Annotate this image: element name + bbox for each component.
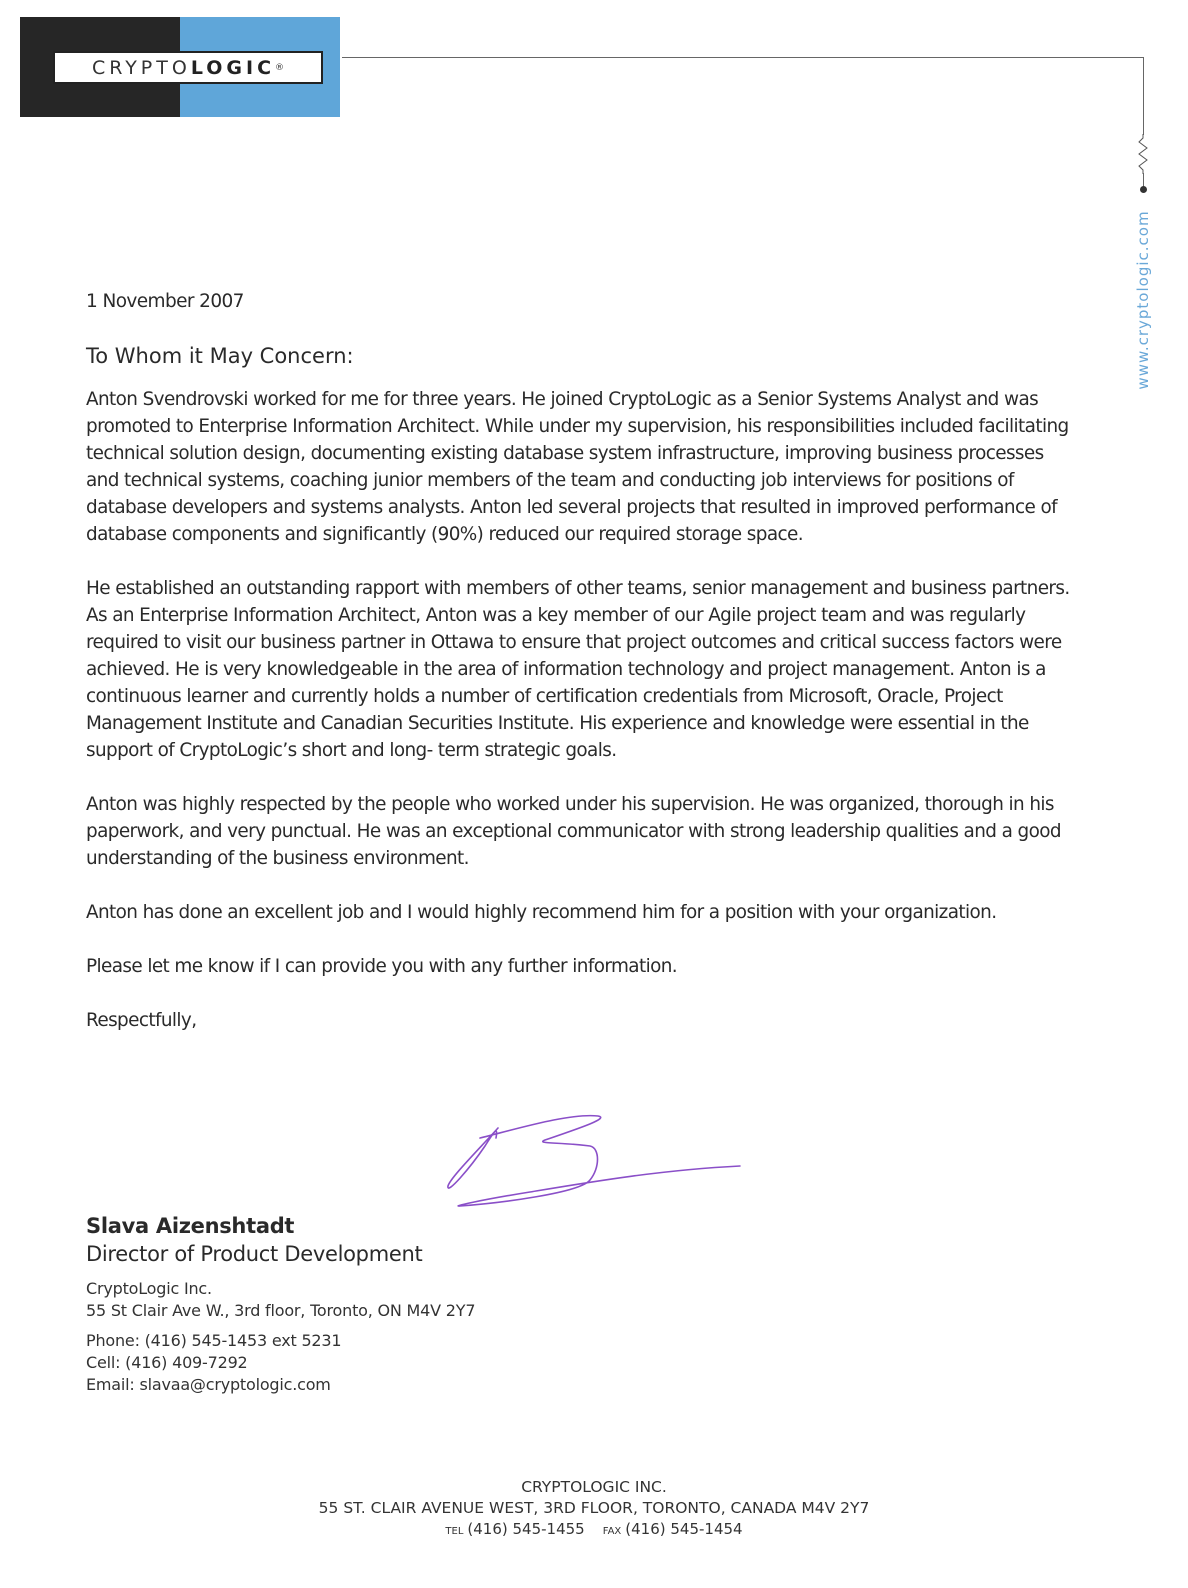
footer-company: CRYPTOLOGIC INC.	[521, 1478, 667, 1496]
letter-paragraph: Anton has done an excellent job and I would highly recommend him for a position with your organization.	[86, 902, 997, 923]
letterhead-footer	[0, 1477, 1188, 1542]
letter-closing: Respectfully,	[86, 1010, 197, 1031]
letterhead-rule-vertical	[1143, 57, 1144, 135]
registered-mark-icon: ®	[275, 62, 285, 73]
footer-fax: (416) 545-1454	[625, 1520, 743, 1538]
letterhead-rule-vertical-lower	[1143, 173, 1144, 187]
signer-cell: Cell: (416) 409-7292	[86, 1353, 248, 1372]
resistor-icon	[1136, 134, 1152, 174]
signer-title: Director of Product Development	[86, 1242, 423, 1266]
signer-name: Slava Aizenshtadt	[86, 1214, 295, 1238]
letter-salutation: To Whom it May Concern:	[86, 344, 354, 368]
signer-contact	[86, 1278, 475, 1396]
connector-dot-icon	[1140, 186, 1147, 193]
tel-label: TEL	[445, 1526, 464, 1537]
footer-phone-fax	[0, 1519, 1188, 1542]
letter-paragraph: Anton was highly respected by the people who worked under his supervision. He was organized, thorough in his paperwork, and very punctual. He was an exceptional communicator with strong leadership qualities and a good understanding of the business environment.	[86, 794, 1061, 869]
signer-company: CryptoLogic Inc.	[86, 1279, 212, 1298]
footer-tel: (416) 545-1455	[467, 1520, 585, 1538]
footer-address: 55 ST. CLAIR AVENUE WEST, 3RD FLOOR, TORONTO, CANADA M4V 2Y7	[318, 1499, 870, 1517]
letter-body	[86, 288, 1076, 1034]
letter-paragraph: Please let me know if I can provide you with any further information.	[86, 956, 678, 977]
logo-wordmark	[53, 51, 323, 84]
signer-phone: Phone: (416) 545-1453 ext 5231	[86, 1331, 342, 1350]
letter-paragraph: He established an outstanding rapport with members of other teams, senior management and business partners. As an Enterprise Information Architect, Anton was a key member of our Agile project team and was regularly required to visit our business partner in Ottawa to ensure that project outcomes and critical success factors were achieved. He is very knowledgeable in the area of information technology and project management. Anton is a continuous learner and currently holds a number of certification credentials from Microsoft, Oracle, Project Management Institute and Canadian Securities Institute. His experience and knowledge were essential in the support of CryptoLogic’s short and long- term strategic goals.	[86, 578, 1070, 761]
signer-address: 55 St Clair Ave W., 3rd floor, Toronto, ON M4V 2Y7	[86, 1301, 476, 1320]
website-url[interactable]: www.cryptologic.com	[1134, 210, 1152, 390]
signer-email[interactable]: Email: slavaa@cryptologic.com	[86, 1375, 331, 1394]
letter-date: 1 November 2007	[86, 291, 244, 312]
handwritten-signature	[440, 1108, 750, 1218]
logo-text-light: CRYPTO	[91, 56, 191, 79]
fax-label: FAX	[602, 1526, 622, 1537]
signer-block	[86, 1212, 475, 1396]
company-logo	[20, 17, 340, 117]
letter-paragraph: Anton Svendrovski worked for me for three years. He joined CryptoLogic as a Senior Systems Analyst and was promoted to Enterprise Information Architect. While under my supervision, his responsibilities included facilitating technical solution design, documenting existing database system infrastructure, improving business processes and technical systems, coaching junior members of the team and conducting job interviews for positions of database developers and systems analysts. Anton led several projects that resulted in improved performance of database components and significantly (90%) reduced our required storage space.	[86, 389, 1069, 545]
letterhead-rule-horizontal	[342, 57, 1143, 58]
logo-text-bold: LOGIC	[190, 56, 276, 79]
